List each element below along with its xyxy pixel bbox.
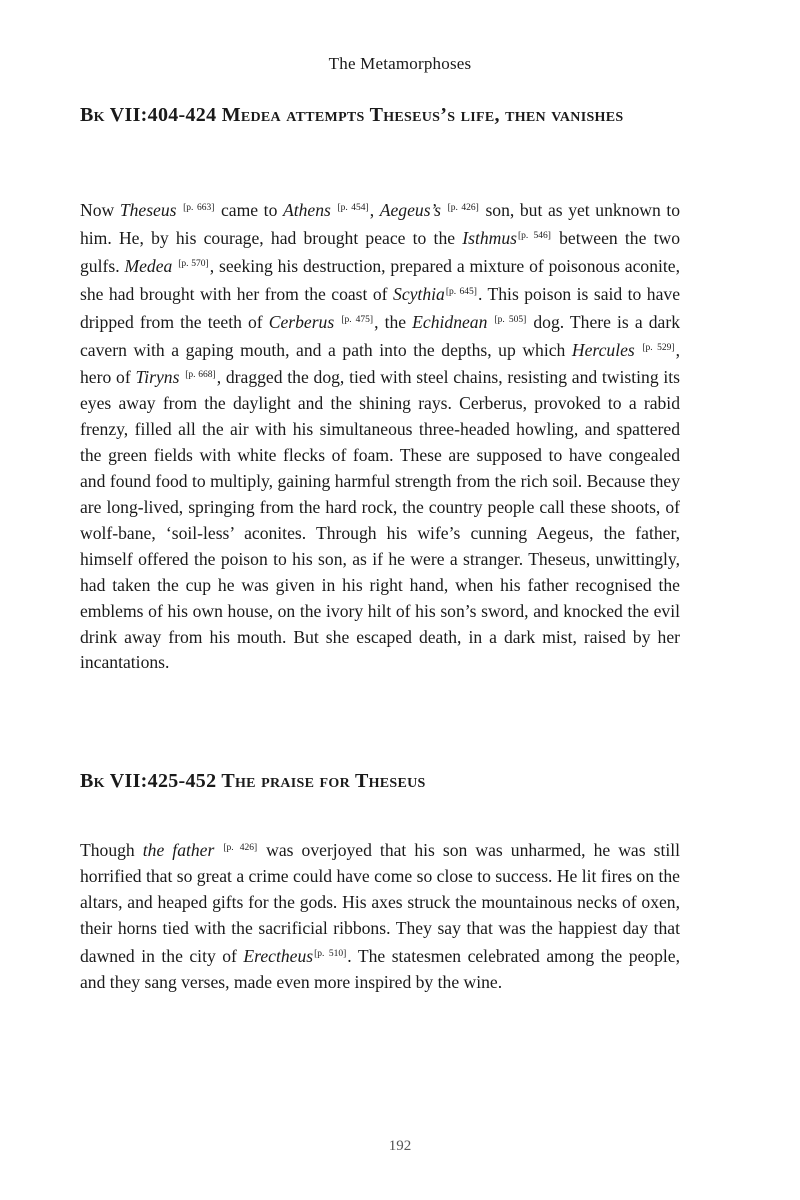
page-reference: [p. 454] <box>337 203 369 213</box>
section-medea <box>80 102 680 128</box>
text-run <box>172 256 177 276</box>
page-reference: [p. 546] <box>518 230 551 241</box>
section-heading: Bk VII:425-452 The praise for Theseus <box>80 770 426 792</box>
text-run: dog. There is a dark cavern with a gaping mouth, and a path into the depths, up which <box>80 311 680 360</box>
proper-name: Scythia <box>393 283 445 304</box>
proper-name: Tiryns <box>135 367 180 388</box>
body-paragraph <box>80 836 680 995</box>
text-run: , dragged the dog, tied with steel chains, resisting and twisting its eyes away from the daylight and the shining rays. Cerberus, provoked to a rabid frenzy, filled all the air with his simultaneous three-headed howling, and spattered the green fields with white flecks of foam. These are supposed to have congealed and found food to multiply, gaining harmful strength from the rich soil. Because they are long-lived, springing from the hard rock, the country people call these shoots, of wolf-bane, ‘soil-less’ aconites. Through his wife’s cunning Aegeus, the father, himself offered the poison to his son, as if he were a stranger. Theseus, unwittingly, had taken the cup he was given in his right hand, when his father recognised the emblems of his own house, on the ivory hilt of his son’s sword, and knocked the evil drink away from his mouth. But she escaped death, in a dark mist, raised by her incantations. <box>80 367 681 673</box>
proper-name: Erectheus <box>243 945 314 966</box>
section-medea-body <box>80 196 680 676</box>
proper-name: Echidnean <box>412 311 488 332</box>
text-run <box>441 200 447 220</box>
text-run <box>334 312 340 332</box>
text-run <box>487 312 493 332</box>
text-run: . The statesmen celebrated among the people, and they sang verses, made even more inspired by the wine. <box>80 945 680 992</box>
text-run: , the <box>374 311 413 332</box>
text-run <box>179 367 184 387</box>
text-run <box>177 200 183 220</box>
page-reference: [p. 510] <box>314 948 347 959</box>
section-praise-body <box>80 836 680 995</box>
text-run: came to <box>215 200 283 220</box>
proper-name: Aegeus’s <box>379 200 441 220</box>
proper-name: Hercules <box>571 339 635 360</box>
proper-name: Isthmus <box>462 227 517 248</box>
text-run <box>214 840 222 860</box>
proper-name: Athens <box>282 200 331 220</box>
text-run: son, but as yet unknown to him. He, by his courage, had brought peace to the <box>80 200 681 248</box>
text-run: . This poison is said to have dripped from the teeth of <box>80 283 681 332</box>
section-heading: Bk VII:404-424 Medea attempts Theseus’s life, then vanishes <box>80 104 624 126</box>
text-run: Though <box>80 840 143 860</box>
page-reference: [p. 570] <box>178 258 209 269</box>
proper-name: Theseus <box>119 200 177 220</box>
page-reference: [p. 529] <box>642 342 675 353</box>
proper-name: the father <box>142 840 215 860</box>
text-run: , seeking his destruction, prepared a mixture of poisonous aconite, she had brought with her from the coast of <box>80 255 680 304</box>
page-number: 192 <box>388 1138 412 1154</box>
text-run <box>635 340 642 360</box>
proper-name: Medea <box>124 255 173 276</box>
page-reference: [p. 505] <box>494 314 527 325</box>
text-run: was overjoyed that his son was unharmed, he was still horrified that so great a crime could have come so close to success. He lit fires on the altars, and heaped gifts for the gods. His axes struck the mountainous necks of oxen, their horns tied with the sacrificial ribbons. They say that was the happiest day that dawned in the city of <box>80 840 681 966</box>
page-reference: [p. 668] <box>185 370 216 381</box>
page-reference: [p. 663] <box>183 203 215 213</box>
body-paragraph <box>80 196 680 676</box>
text-run: , hero of <box>80 339 680 388</box>
text-run <box>331 200 337 220</box>
page-reference: [p. 426] <box>223 843 258 853</box>
page-reference: [p. 645] <box>445 286 477 297</box>
section-praise <box>80 768 680 794</box>
text-run: , <box>369 200 380 220</box>
proper-name: Cerberus <box>268 311 335 332</box>
text-run: between the two gulfs. <box>80 227 680 276</box>
running-header: The Metamorphoses <box>328 54 472 73</box>
page-reference: [p. 475] <box>341 314 374 325</box>
page-reference: [p. 426] <box>447 203 479 213</box>
text-run: Now <box>80 200 120 220</box>
